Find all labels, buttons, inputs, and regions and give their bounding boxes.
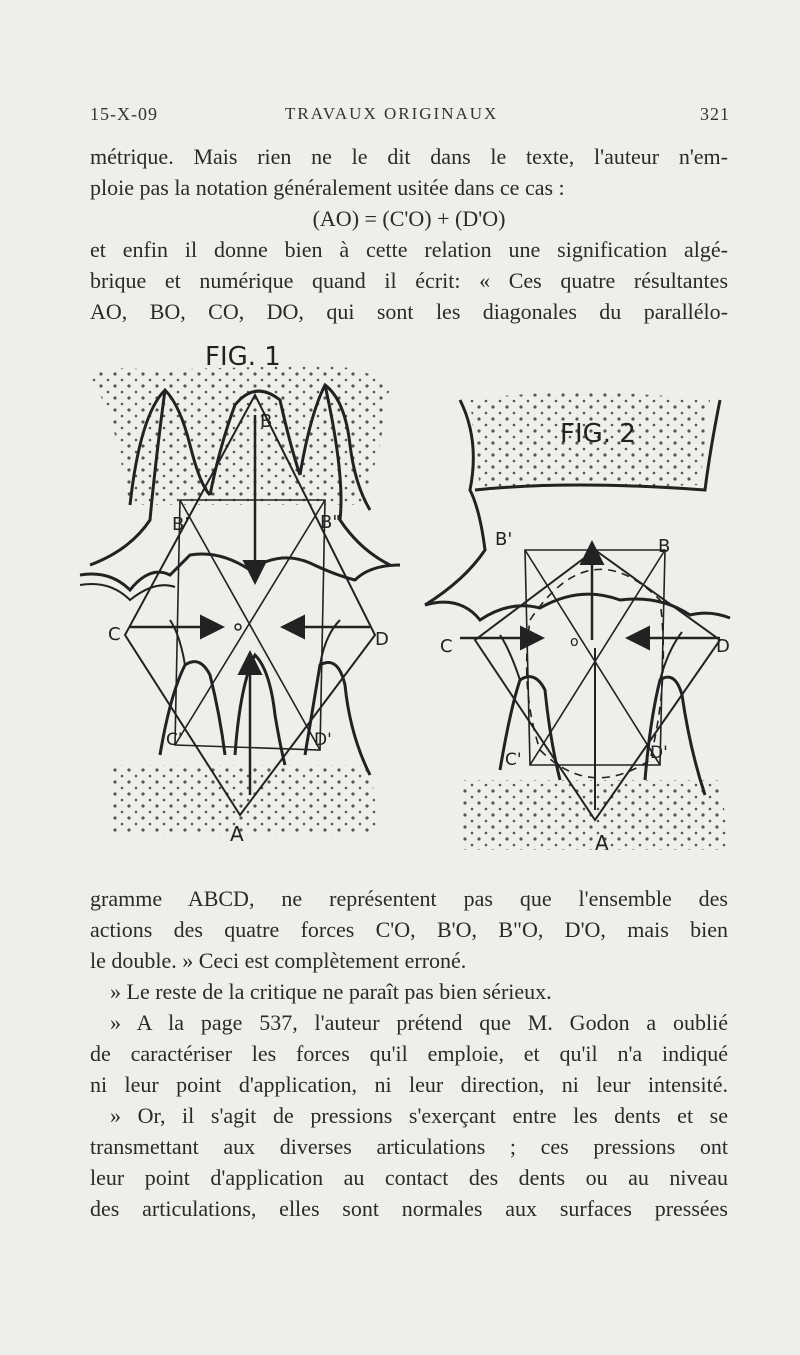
text-line: actions des quatre forces C'O, B'O, B"O, D'O, mais bien [90,917,728,942]
point-label: D' [650,743,668,763]
text-line: transmettant aux diverses articulations ; ces pressions ont [90,1134,728,1159]
text-line: ni leur point d'application, ni leur direction, ni leur intensité. [90,1072,728,1097]
text-line: ploie pas la notation généralement usitée dans ce cas : [90,175,565,200]
point-label: B [658,536,671,557]
text-line: gramme ABCD, ne représentent pas que l'ensemble des [90,886,728,911]
figure-1-label: FIG. 1 [205,342,281,372]
header-title: TRAVAUX ORIGINAUX [285,104,499,123]
text-line: métrique. Mais rien ne le dit dans le texte, l'auteur n'em- [90,144,728,169]
point-label: C [440,636,453,657]
page-number: 321 [700,104,730,124]
text-line: leur point d'application au contact des dents ou au niveau [90,1165,728,1190]
point-label: D [375,629,389,650]
point-label: B' [172,514,190,535]
top-paragraph [90,141,728,327]
text-line: » Or, il s'agit de pressions s'exerçant entre les dents et se [110,1103,728,1128]
text-line: des articulations, elles sont normales aux surfaces pressées [90,1196,728,1221]
text-line: le double. » Ceci est complètement erroné. [90,948,467,973]
point-label: A [230,822,244,846]
point-label: B [260,411,273,432]
figure-2-label: FIG. 2 [560,419,636,449]
point-label: o [570,634,579,650]
figure-2 [420,380,740,860]
formula: (AO) = (C'O) + (D'O) [312,206,506,231]
point-label: C [108,624,121,645]
point-label: C' [166,730,183,750]
figure-1 [70,335,410,855]
figure-1-drawing [70,335,410,855]
text-line: AO, BO, CO, DO, qui sont les diagonales du parallélo- [90,299,728,324]
text-line: et enfin il donne bien à cette relation une signification algé- [90,237,728,262]
point-label: D [716,636,730,657]
figure-2-drawing [420,380,740,860]
bottom-text [90,883,728,1224]
header-date: 15-X-09 [90,104,158,124]
point-label: D' [314,730,332,750]
point-label: B' [495,529,513,550]
point-label: B" [320,512,341,533]
point-label: C' [505,750,522,770]
text-line: » A la page 537, l'auteur prétend que M. Godon a oublié [110,1010,728,1035]
text-line: de caractériser les forces qu'il emploie, et qu'il n'a indiqué [90,1041,728,1066]
point-label: A [595,831,609,855]
text-line: brique et numérique quand il écrit: « Ces quatre résultantes [90,268,728,293]
running-header [90,104,730,132]
text-line: » Le reste de la critique ne paraît pas bien sérieux. [110,979,552,1004]
